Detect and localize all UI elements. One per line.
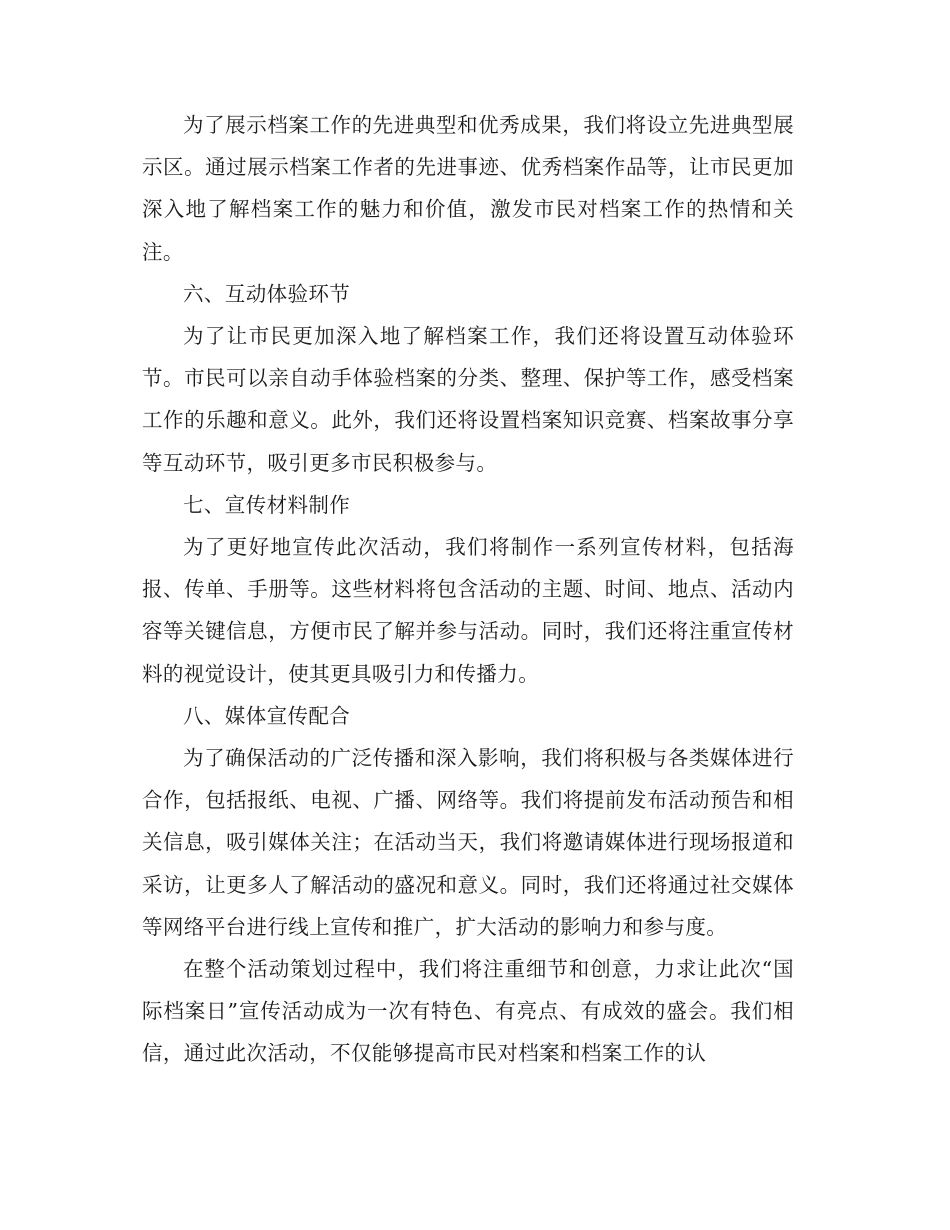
heading-promo-materials: 七、宣传材料制作	[183, 492, 351, 517]
paragraph-interactive-experience: 为了让市民更加深入地了解档案工作，我们还将设置互动体验环节。市民可以亲自动手体验档案的分类、整理、保护等工作，感受档案工作的乐趣和意义。此外，我们还将设置档案知识竞赛、档案故事分享等互动环节，吸引更多市民积极参与。	[142, 324, 794, 475]
paragraph-media-cooperation: 为了确保活动的广泛传播和深入影响，我们将积极与各类媒体进行合作，包括报纸、电视、广播、网络等。我们将提前发布活动预告和相关信息，吸引媒体关注；在活动当天，我们将邀请媒体进行现场报道和采访，让更多人了解活动的盛况和意义。同时，我们还将通过社交媒体等网络平台进行线上宣传和推广，扩大活动的影响力和参与度。	[142, 746, 794, 939]
paragraph-promo-materials: 为了更好地宣传此次活动，我们将制作一系列宣传材料，包括海报、传单、手册等。这些材料将包含活动的主题、时间、地点、活动内容等关键信息，方便市民了解并参与活动。同时，我们还将注重宣传材料的视觉设计，使其更具吸引力和传播力。	[142, 535, 794, 686]
heading-interactive-experience: 六、互动体验环节	[183, 281, 351, 306]
paragraph-showcase-area: 为了展示档案工作的先进典型和优秀成果，我们将设立先进典型展示区。通过展示档案工作者的先进事迹、优秀档案作品等，让市民更加深入地了解档案工作的魅力和价值，激发市民对档案工作的热情和关注。	[142, 113, 794, 264]
heading-media-cooperation: 八、媒体宣传配合	[183, 703, 351, 728]
document-body	[142, 104, 794, 1075]
paragraph-conclusion: 在整个活动策划过程中，我们将注重细节和创意，力求让此次“国际档案日”宣传活动成为一次有特色、有亮点、有成效的盛会。我们相信，通过此次活动，不仅能够提高市民对档案和档案工作的认	[142, 957, 794, 1066]
